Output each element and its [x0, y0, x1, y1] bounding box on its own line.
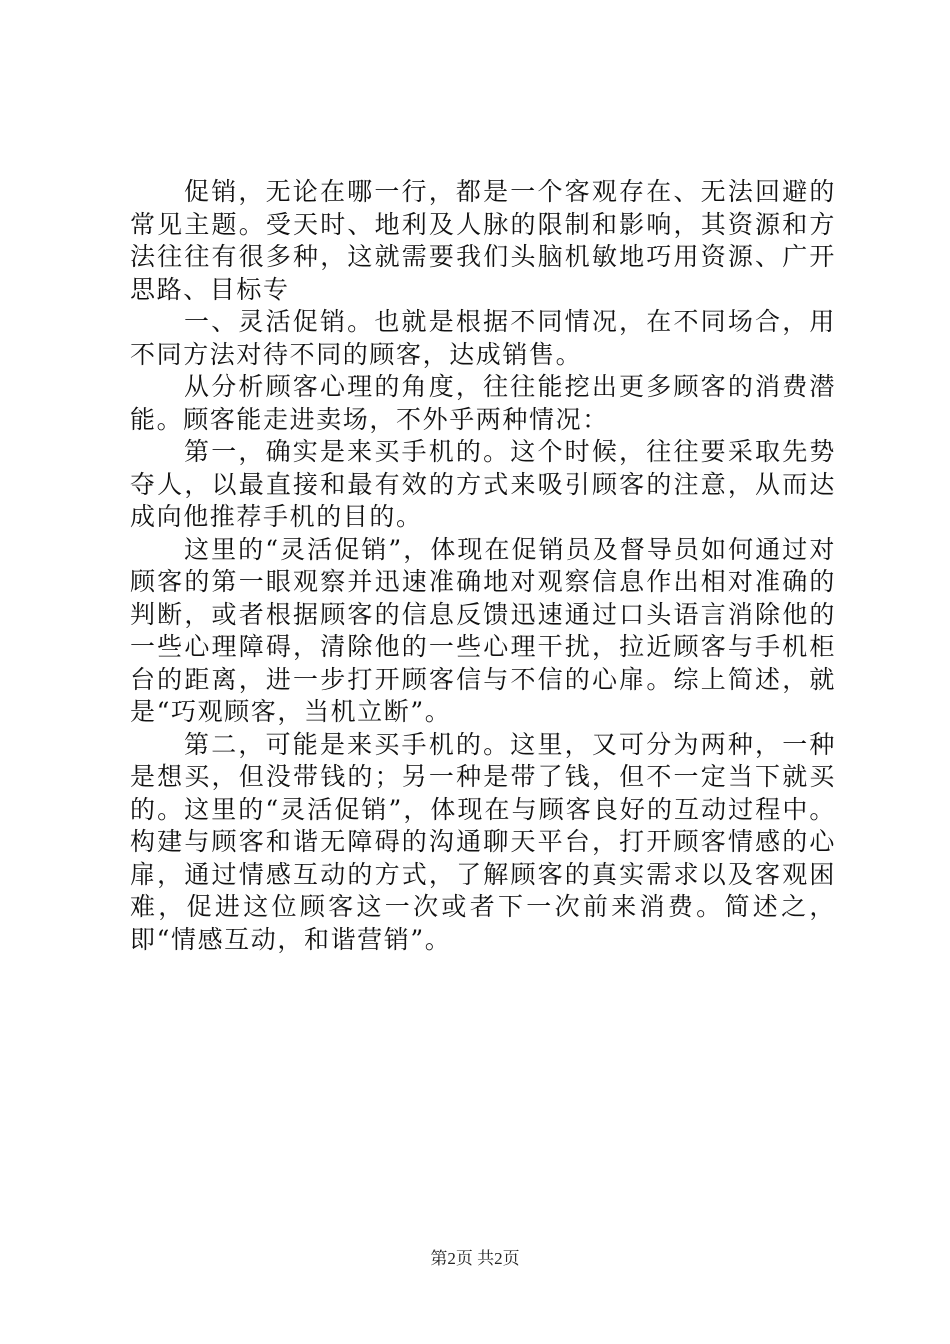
paragraph-customer-psychology: 从分析顾客心理的角度，往往能挖出更多顾客的消费潜能。顾客能走进卖场，不外乎两种情况：: [130, 372, 836, 434]
paragraph-section-one: 一、灵活促销。也就是根据不同情况，在不同场合，用不同方法对待不同的顾客，达成销售。: [130, 307, 836, 369]
page-footer: 第2页 共2页: [430, 1249, 520, 1268]
paragraph-flexible-promotion-first: 这里的“灵活促销”，体现在促销员及督导员如何通过对顾客的第一眼观察并迅速准确地对观察信息作出相对准确的判断，或者根据顾客的信息反馈迅速通过口头语言消除他的一些心理障碍，清除他的一些心理干扰，拉近顾客与手机柜台的距离，进一步打开顾客信与不信的心扉。综上简述，就是“巧观顾客，当机立断”。: [130, 534, 836, 726]
paragraph-intro: 促销，无论在哪一行，都是一个客观存在、无法回避的常见主题。受天时、地利及人脉的限制和影响，其资源和方法往往有很多种，这就需要我们头脑机敏地巧用资源、广开思路、目标专: [130, 177, 836, 304]
paragraph-second-case: 第二，可能是来买手机的。这里，又可分为两种，一种是想买，但没带钱的；另一种是带了钱，但不一定当下就买的。这里的“灵活促销”，体现在与顾客良好的互动过程中。构建与顾客和谐无障碍的沟通聊天平台，打开顾客情感的心扉，通过情感互动的方式，了解顾客的真实需求以及客观困难，促进这位顾客这一次或者下一次前来消费。简述之，即“情感互动，和谐营销”。: [130, 729, 836, 954]
document-body: [130, 176, 836, 956]
paragraph-first-case: 第一，确实是来买手机的。这个时候，往往要采取先势夺人，以最直接和最有效的方式来吸引顾客的注意，从而达成向他推荐手机的目的。: [130, 437, 836, 531]
